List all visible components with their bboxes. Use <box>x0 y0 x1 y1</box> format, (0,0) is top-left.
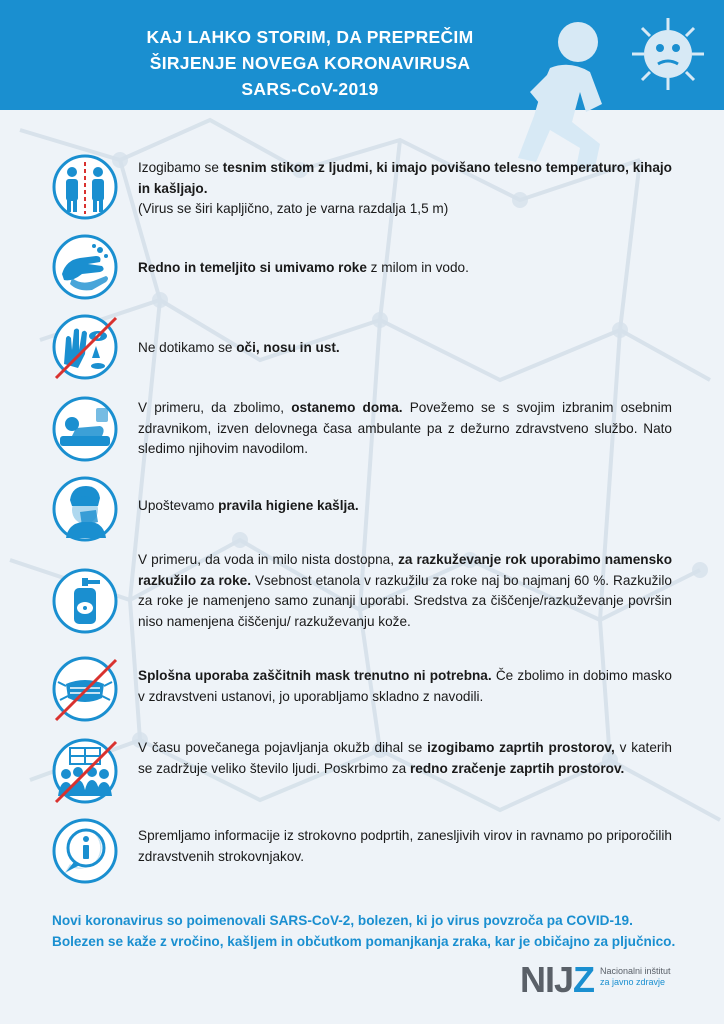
segment: Vsebnost etanola v razkužilu za roke naj bo najmanj 60 %. Razkužilo za roke je namenjeno samo zunanji uporabi. Sredstva za čiščenje/razkuževanje površin niso namenjena čiščenju/ razkuževanju kože. <box>138 572 672 629</box>
segment-bold: Redno in temeljito si umivamo roke <box>138 260 367 275</box>
segment: Povežemo se s svojim izbranim osebnim zdravnikom, izven delovnega časa ambulante pa z dežurno zdravstveno službo. Nato sledimo njihovim navodilom. <box>138 400 672 456</box>
advice-text-stay-home <box>138 398 672 460</box>
segment: V primeru, da zbolimo, <box>138 400 292 415</box>
advice-text-hand-washing <box>138 258 672 279</box>
virus-icon <box>628 14 708 94</box>
title-line-3: SARS-CoV-2019 <box>241 79 379 99</box>
segment: (Virus se širi kapljično, zato je varna razdalja 1,5 m) <box>138 201 449 216</box>
segment-bold: izogibamo zaprtih prostorov, <box>427 740 615 755</box>
segment-bold: ostanemo doma. <box>291 400 403 415</box>
segment-bold: tesnim stikom z ljudmi, ki imajo povišano telesno temperaturo, kihajo in kašljajo. <box>138 160 672 196</box>
segment-bold: za razkuževanje rok uporabimo namensko razkužilo za roke. <box>138 552 672 588</box>
segment-bold: redno zračenje zaprtih prostorov. <box>410 760 625 776</box>
logo-institute-name: Nacionalni inštitut za javno zdravje <box>600 966 671 987</box>
segment-bold: pravila higiene kašlja. <box>218 498 359 513</box>
segment: Izogibamo se <box>138 160 223 175</box>
advice-text-no-touch <box>138 338 672 359</box>
segment-bold: Splošna uporaba zaščitnih mask trenutno ni potrebna. <box>138 668 492 683</box>
segment: V primeru, da voda in milo nista dostopna, <box>138 552 399 567</box>
coughing-person-icon <box>510 12 630 182</box>
page-title <box>80 24 540 102</box>
segment: z milom in vodo. <box>366 260 469 275</box>
segment: V času povečanega pojavljanja okužb dihal se <box>138 740 428 755</box>
segment: Ne dotikamo se <box>138 340 237 355</box>
advice-text-cough <box>138 496 672 517</box>
advice-text-sanitizer <box>138 550 672 632</box>
stay-home-icon <box>52 396 118 462</box>
cough-hygiene-icon <box>52 476 118 542</box>
sanitizer-icon <box>52 568 118 634</box>
segment: v katerih se zadržuje veliko število ljudi. Poskrbimo za <box>138 740 672 776</box>
segment: Upoštevamo <box>138 498 219 513</box>
advice-text-info <box>138 826 672 867</box>
hand-washing-icon <box>52 234 118 300</box>
advice-text-distance <box>138 158 672 220</box>
people-distance-icon <box>52 154 118 220</box>
title-line-2: ŠIRJENJE NOVEGA KORONAVIRUSA <box>149 53 471 73</box>
nijz-logo <box>520 958 700 1008</box>
advice-text-crowd <box>138 738 672 779</box>
no-touch-face-icon <box>52 314 118 380</box>
no-mask-icon <box>52 656 118 722</box>
segment: Spremljamo informacije iz strokovno podprtih, zanesljivih virov in ravnamo po priporočilih zdravstvenih strokovnjakov. <box>138 828 672 864</box>
title-line-1: KAJ LAHKO STORIM, DA PREPREČIM <box>146 27 474 47</box>
logo-mark: NIJZ <box>520 959 595 1000</box>
segment-bold: oči, nosu in ust. <box>236 340 340 355</box>
footer-disease-info: Novi koronavirus so poimenovali SARS-CoV-2, bolezen, ki jo virus povzroča pa COVID-19. Bolezen se kaže z vročino, kašljem in občutkom pomanjkanja zraka, kar je običajno za pljučnico. <box>52 913 676 949</box>
segment: Če zbolimo in dobimo masko v zdravstveni ustanovi, jo uporabljamo skladno z navodili. <box>138 668 672 704</box>
advice-text-mask <box>138 666 672 707</box>
info-icon <box>52 818 118 884</box>
no-crowd-icon <box>52 738 118 804</box>
